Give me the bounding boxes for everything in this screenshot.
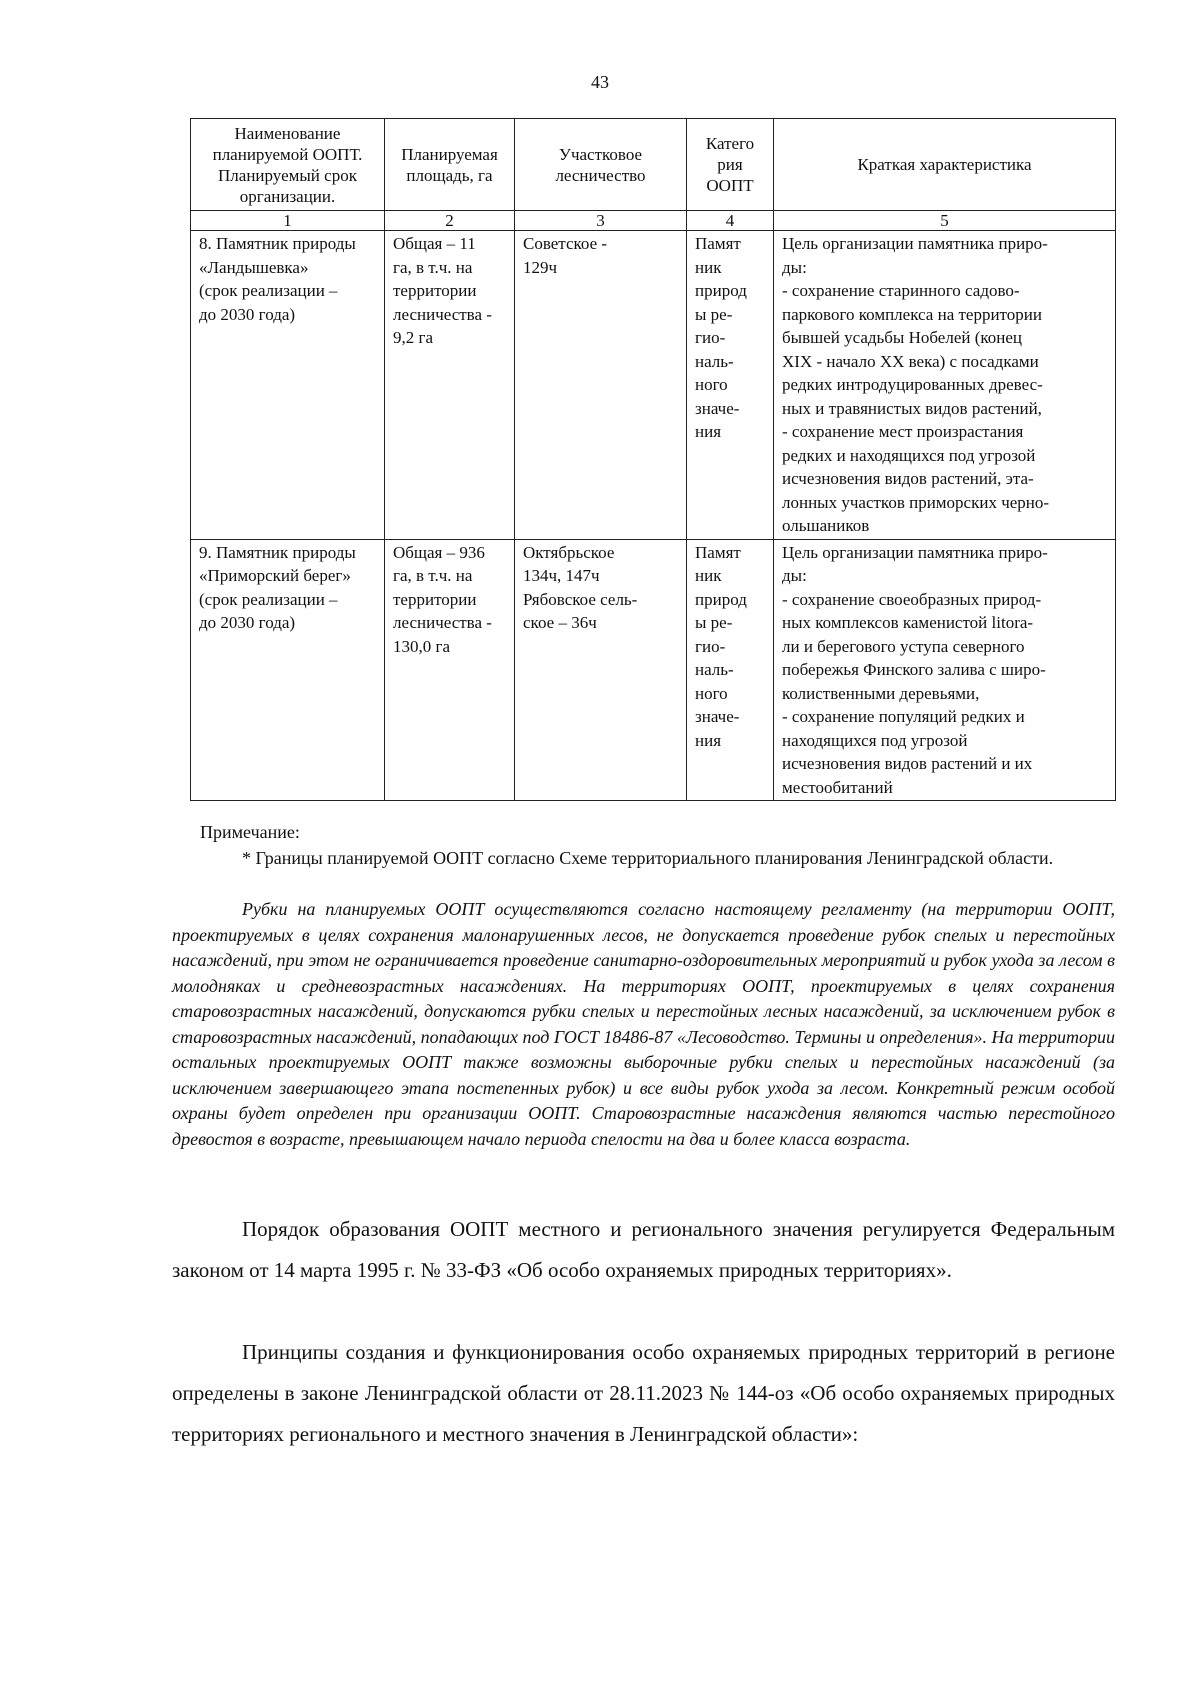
note-italic-paragraph: Рубки на планируемых ООПТ осуществляются согласно настоящему регламенту (на территории ООПТ, проектируемых в целях сохранения малонарушенных лесов, не допускается проведение рубок спелых и перестойных насаждений, при этом не ограничивается проведение санитарно-оздоровительных мероприятий и рубок ухода за лесом в молодняках и средневозрастных насаждениях. На территориях ООПТ, проектируемых в целях сохранения старовозрастных насаждений, допускаются рубки спелых и перестойных лесных насаждений, за исключением рубок в старовозрастных насаждений, попадающих под ГОСТ 18486-87 «Лесоводство. Термины и определения». На территории остальных проектируемых ООПТ также возможны выборочные рубки спелых и перестойных насаждений (за исключением завершающего этапа постепенных рубок) и все виды рубок ухода за лесом. Конкретный режим особой охраны будет определен при организации ООПТ. Старовозрастные насаждения являются частью перестойного древостоя в возрасте, превышающем начало периода спелости на два и более класса возраста. <box>172 899 1115 1149</box>
table-row <box>191 231 1116 540</box>
cell-characteristic: Цель организации памятника приро- ды: - сохранение старинного садово- паркового комплекса на территории бывшей усадьбы Нобелей (конец XIX - начало XX века) с посадками редких интродуцированных древес- ных и травянистых видов растений, - сохранение мест произрастания редких и находящихся под угрозой исчезновения видов растений, эта- лонных участков приморских черно- ольшаников <box>774 231 1116 540</box>
oopt-table <box>190 118 1116 801</box>
page-number: 43 <box>591 72 609 92</box>
cell-category: Памят ник природ ы ре- гио- наль- ного значе- ния <box>687 539 774 801</box>
body-paragraph: Порядок образования ООПТ местного и регионального значения регулируется Федеральным законом от 14 марта 1995 г. № 33-ФЗ «Об особо охраняемых природных территориях». <box>172 1217 1115 1282</box>
header-characteristic: Краткая характеристика <box>774 119 1116 211</box>
cell-forestry: Советское - 129ч <box>515 231 687 540</box>
column-number: 3 <box>515 211 687 231</box>
column-number: 5 <box>774 211 1116 231</box>
column-number: 1 <box>191 211 385 231</box>
column-number: 4 <box>687 211 774 231</box>
column-number: 2 <box>385 211 515 231</box>
header-area: Планируемая площадь, га <box>385 119 515 211</box>
table-row <box>191 539 1116 801</box>
cell-area: Общая – 936 га, в т.ч. на территории лесничества - 130,0 га <box>385 539 515 801</box>
cell-name: 9. Памятник природы «Приморский берег» (срок реализации – до 2030 года) <box>191 539 385 801</box>
cell-area: Общая – 11 га, в т.ч. на территории лесничества - 9,2 га <box>385 231 515 540</box>
cell-characteristic: Цель организации памятника приро- ды: - сохранение своеобразных природ- ных комплексов каменистой litora- ли и берегового уступа северного побережья Финского залива с широ- колиственными деревьями, - сохранение популяций редких и находящихся под угрозой исчезновения видов растений и их местообитаний <box>774 539 1116 801</box>
header-category: Катего рия ООПТ <box>687 119 774 211</box>
cell-forestry: Октябрьское 134ч, 147ч Рябовское сель- ское – 36ч <box>515 539 687 801</box>
table-header-row <box>191 119 1116 211</box>
column-number-row <box>191 211 1116 231</box>
cell-name: 8. Памятник природы «Ландышевка» (срок реализации – до 2030 года) <box>191 231 385 540</box>
header-name: Наименование планируемой ООПТ. Планируемый срок организации. <box>191 119 385 211</box>
cell-category: Памят ник природ ы ре- гио- наль- ного значе- ния <box>687 231 774 540</box>
body-paragraph: Принципы создания и функционирования особо охраняемых природных территорий в регионе определены в законе Ленинградской области от 28.11.2023 № 144-оз «Об особо охраняемых природных территориях регионального и местного значения в Ленинградской области»: <box>172 1340 1115 1446</box>
note-footnote: * Границы планируемой ООПТ согласно Схеме территориального планирования Ленинградской области. <box>242 848 1054 868</box>
header-forestry: Участковое лесничество <box>515 119 687 211</box>
note-title: Примечание: <box>200 822 300 842</box>
